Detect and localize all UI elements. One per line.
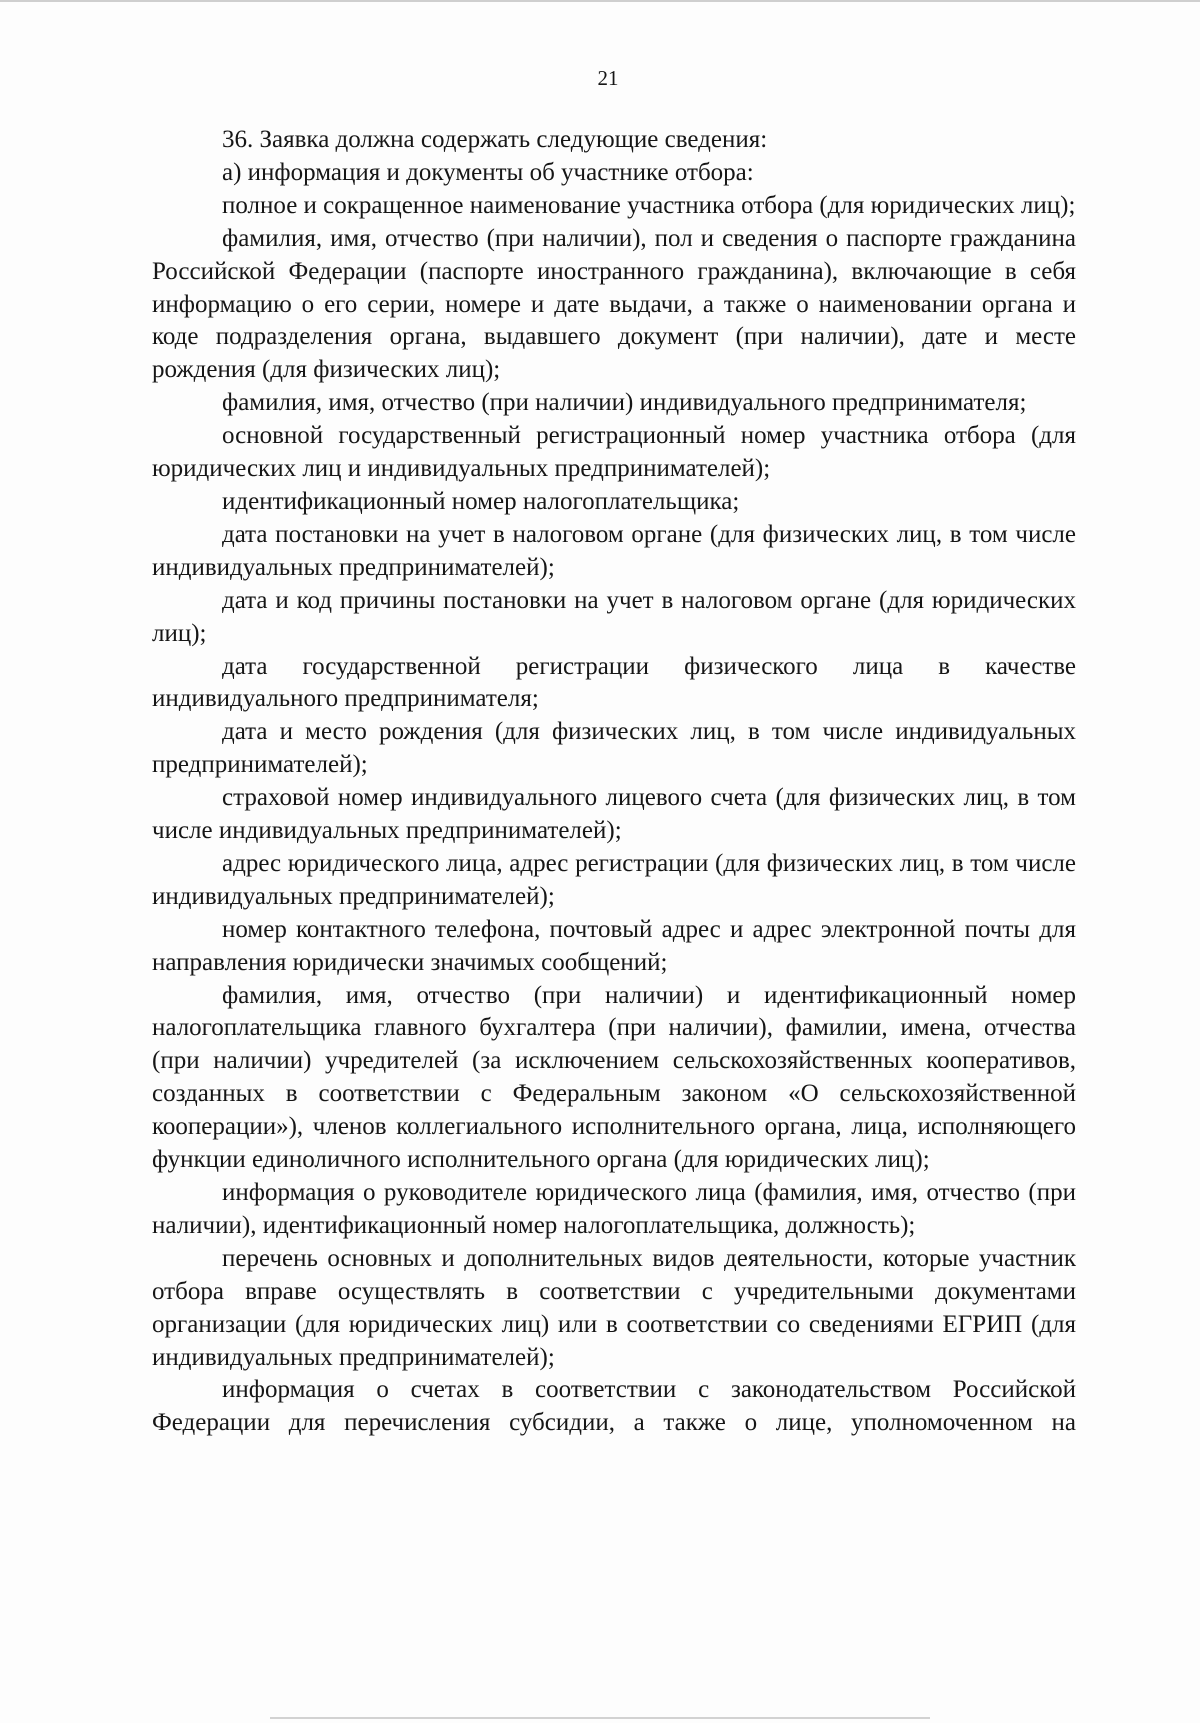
paragraph-activities: перечень основных и дополнительных видов деятельности, которые участник отбора вправе осуществлять в соответствии с учредительными документами организации (для юридических лиц) или в соответствии со сведениями ЕГРИП (для индивидуальных предпринимателей); (152, 1244, 1076, 1371)
paragraph-head-info: информация о руководителе юридического лица (фамилия, имя, отчество (при наличии), идентификационный номер налогоплательщика, должность); (152, 1179, 1076, 1239)
paragraph-contacts: номер контактного телефона, почтовый адрес и адрес электронной почты для направления юридически значимых сообщений; (152, 915, 1076, 976)
paragraph-snils: страховой номер индивидуального лицевого счета (для физических лиц, в том числе индивидуальных предпринимателей); (152, 784, 1076, 845)
paragraph-birth-info: дата и место рождения (для физических лиц, в том числе индивидуальных предпринимателей); (152, 718, 1076, 779)
paragraph-entrepreneur-name: фамилия, имя, отчество (при наличии) индивидуального предпринимателя; (222, 389, 1027, 417)
paragraph-inn: идентификационный номер налогоплательщика; (222, 487, 740, 515)
paragraph-ogrn: основной государственный регистрационный номер участника отбора (для юридических лиц и индивидуальных предпринимателей); (152, 422, 1076, 483)
scan-bottom-edge (270, 1717, 930, 1719)
paragraph-kpp: дата и код причины постановки на учет в налоговом органе (для юридических лиц); (152, 586, 1076, 647)
paragraph-address: адрес юридического лица, адрес регистрации (для физических лиц, в том числе индивидуальных предпринимателей); (152, 849, 1076, 910)
page-number: 21 (597, 66, 619, 90)
paragraph-item-36-intro: 36. Заявка должна содержать следующие сведения: (222, 126, 768, 153)
paragraph-tax-registration-date: дата постановки на учет в налоговом органе (для физических лиц, в том числе индивидуальных предпринимателей); (152, 520, 1076, 581)
paragraph-accounts: информация о счетах в соответствии с законодательством Российской Федерации для перечисления субсидии, а также о лице, уполномоченном на (152, 1376, 1076, 1437)
paragraph-passport-info: фамилия, имя, отчество (при наличии), пол и сведения о паспорте гражданина Российской Федерации (паспорте иностранного гражданина), включающие в себя информацию о его серии, номере и дате выдачи, а также о наименовании органа и коде подразделения органа, выдавшего документ (при наличии), дате и месте рождения (для физических лиц); (152, 224, 1076, 384)
paragraph-subitem-a: а) информация и документы об участнике отбора: (222, 158, 754, 186)
scan-top-edge (0, 0, 1200, 2)
paragraph-state-registration: дата государственной регистрации физического лица в качестве индивидуального предпринимателя; (152, 652, 1076, 713)
paragraph-accountant-founders: фамилия, имя, отчество (при наличии) и идентификационный номер налогоплательщика главного бухгалтера (при наличии), фамилии, имена, отчества (при наличии) учредителей (за исключением сельскохозяйственных кооперативов, созданных в соответствии с Федеральным законом «О сельскохозяйственной кооперации»), членов коллегиального исполнительного органа, лица, исполняющего функции единоличного исполнительного органа (для юридических лиц); (152, 981, 1076, 1174)
paragraph-full-name: полное и сокращенное наименование участника отбора (для юридических лиц); (222, 191, 1076, 219)
document-body (152, 124, 1076, 1440)
